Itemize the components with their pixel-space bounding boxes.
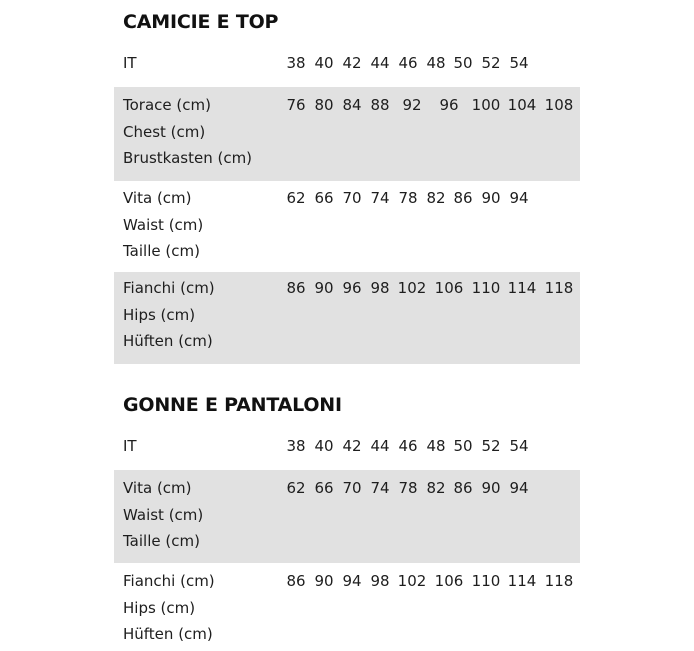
- measurement-value: 92: [402, 96, 422, 114]
- measurement-value: 86: [453, 189, 473, 207]
- size-value: 40: [314, 437, 334, 455]
- measurement-row-chest: [114, 87, 580, 181]
- size-value: 38: [286, 54, 306, 72]
- measurement-value: 102: [397, 279, 427, 297]
- measurement-value: 118: [544, 572, 574, 590]
- size-value: 48: [426, 54, 446, 72]
- measurement-value: 62: [286, 189, 306, 207]
- measurement-value: 114: [507, 279, 537, 297]
- measurement-labels: [114, 181, 287, 272]
- measurement-labels: [114, 470, 287, 563]
- label-de: Taille (cm): [123, 242, 200, 260]
- size-value: 52: [481, 54, 501, 72]
- measurement-value: 88: [370, 96, 390, 114]
- measurement-value: 70: [342, 189, 362, 207]
- measurement-value: 70: [342, 479, 362, 497]
- measurement-value: 96: [439, 96, 459, 114]
- measurement-value: 66: [314, 189, 334, 207]
- measurement-values: [287, 87, 580, 119]
- measurement-row-waist: [114, 181, 580, 272]
- measurement-labels: [114, 563, 287, 651]
- label-en: Waist (cm): [123, 215, 204, 234]
- section-gonne-e-pantaloni: [114, 394, 580, 651]
- measurement-value: 78: [398, 189, 418, 207]
- measurement-labels: [114, 272, 287, 364]
- measurement-value: 106: [434, 279, 464, 297]
- label-en: Chest (cm): [123, 122, 206, 141]
- size-value: 48: [426, 437, 446, 455]
- measurement-value: 90: [481, 479, 501, 497]
- size-value: 50: [453, 54, 473, 72]
- measurement-value: 106: [434, 572, 464, 590]
- measurement-value: 96: [342, 279, 362, 297]
- measurement-value: 82: [426, 189, 446, 207]
- size-value: 38: [286, 437, 306, 455]
- size-value: 52: [481, 437, 501, 455]
- section-camicie-e-top: [114, 11, 580, 364]
- measurement-value: 90: [314, 572, 334, 590]
- size-header-row: [114, 47, 580, 87]
- measurement-values: [287, 470, 580, 502]
- label-de: Taille (cm): [123, 532, 200, 550]
- section-title: GONNE E PANTALONI: [123, 394, 342, 416]
- measurement-row-waist: [114, 470, 580, 563]
- measurement-value: 90: [481, 189, 501, 207]
- size-value: 54: [509, 54, 529, 72]
- size-value: 44: [370, 54, 390, 72]
- measurement-value: 82: [426, 479, 446, 497]
- measurement-values: [287, 272, 580, 302]
- measurement-value: 84: [342, 96, 362, 114]
- measurement-value: 104: [507, 96, 537, 114]
- label-en: Hips (cm): [123, 305, 196, 324]
- size-value: 50: [453, 437, 473, 455]
- measurement-value: 114: [507, 572, 537, 590]
- label-de: Hüften (cm): [123, 332, 213, 350]
- size-values: [287, 433, 580, 460]
- size-value: 40: [314, 54, 334, 72]
- measurement-row-hips: [114, 563, 580, 651]
- measurement-values: [287, 563, 580, 595]
- measurement-value: 80: [314, 96, 334, 114]
- measurement-value: 86: [286, 279, 306, 297]
- measurement-value: 66: [314, 479, 334, 497]
- label-it: Vita (cm): [123, 189, 192, 207]
- size-system-label: IT: [123, 54, 137, 72]
- size-value: 54: [509, 437, 529, 455]
- measurement-value: 94: [342, 572, 362, 590]
- label-de: Brustkasten (cm): [123, 149, 253, 167]
- measurement-value: 110: [471, 279, 501, 297]
- label-en: Waist (cm): [123, 505, 204, 524]
- measurement-value: 76: [286, 96, 306, 114]
- label-it: Torace (cm): [123, 96, 211, 114]
- size-values: [287, 47, 580, 77]
- measurement-value: 74: [370, 479, 390, 497]
- label-de: Hüften (cm): [123, 625, 213, 643]
- measurement-value: 102: [397, 572, 427, 590]
- size-value: 42: [342, 54, 362, 72]
- size-value: 44: [370, 437, 390, 455]
- measurement-value: 94: [509, 479, 529, 497]
- label-it: Fianchi (cm): [123, 279, 215, 297]
- measurement-value: 74: [370, 189, 390, 207]
- size-table: [114, 433, 580, 651]
- size-value: 46: [398, 54, 418, 72]
- measurement-value: 94: [509, 189, 529, 207]
- measurement-values: [287, 181, 580, 212]
- measurement-value: 86: [453, 479, 473, 497]
- label-en: Hips (cm): [123, 598, 196, 617]
- label-it: Fianchi (cm): [123, 572, 215, 590]
- measurement-value: 110: [471, 572, 501, 590]
- size-value: 46: [398, 437, 418, 455]
- measurement-value: 62: [286, 479, 306, 497]
- measurement-value: 86: [286, 572, 306, 590]
- measurement-value: 108: [544, 96, 574, 114]
- measurement-value: 100: [471, 96, 501, 114]
- measurement-value: 90: [314, 279, 334, 297]
- measurement-labels: [114, 87, 287, 181]
- section-title: CAMICIE E TOP: [123, 11, 279, 33]
- label-it: Vita (cm): [123, 479, 192, 497]
- measurement-value: 118: [544, 279, 574, 297]
- size-value: 42: [342, 437, 362, 455]
- size-table: [114, 47, 580, 364]
- size-system-label: IT: [123, 437, 137, 455]
- measurement-value: 78: [398, 479, 418, 497]
- measurement-row-hips: [114, 272, 580, 364]
- measurement-value: 98: [370, 279, 390, 297]
- size-header-row: [114, 433, 580, 470]
- measurement-value: 98: [370, 572, 390, 590]
